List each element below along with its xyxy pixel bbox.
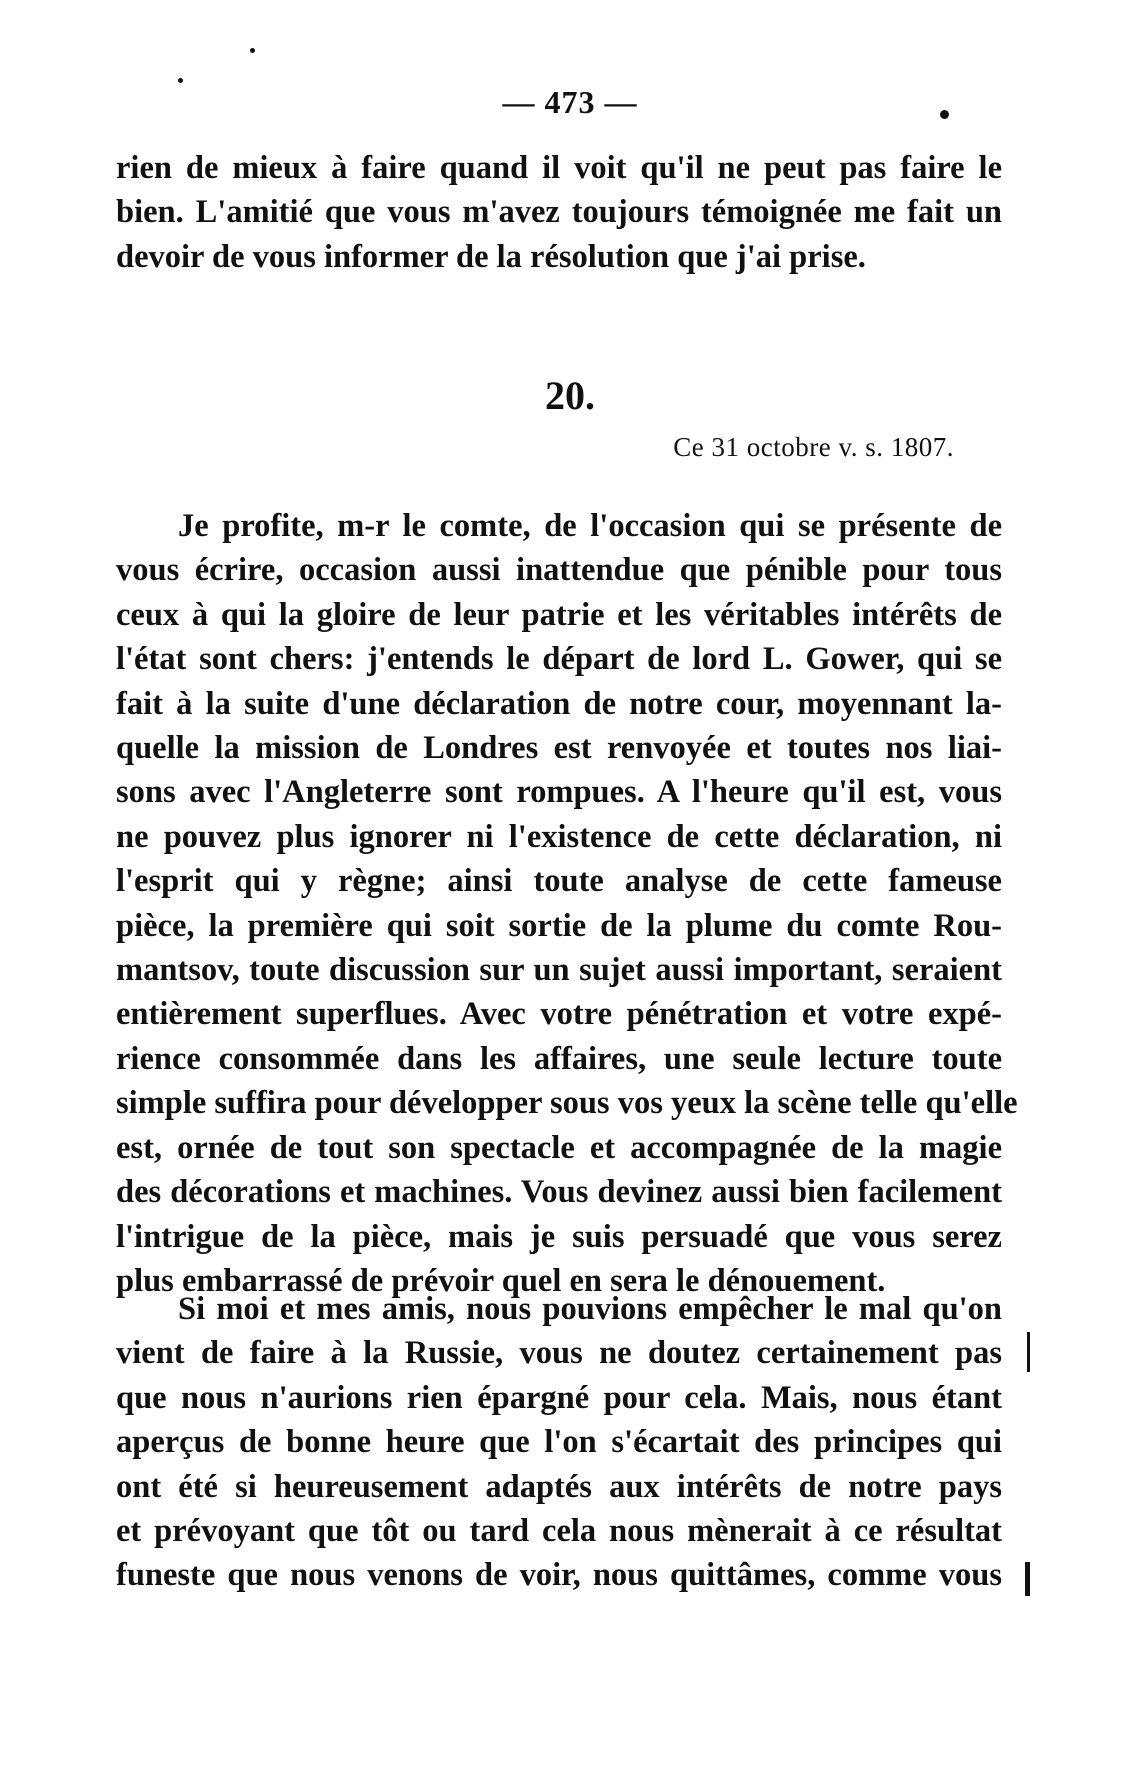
text-line: ceux à qui la gloire de leur patrie et les véritables intérêts de — [116, 596, 1002, 633]
text-line: vous écrire, occasion aussi inattendue que pénible pour tous — [116, 552, 1002, 589]
ink-speck — [178, 78, 183, 83]
text-line: ont été si heureusement adaptés aux intérêts de notre pays — [116, 1468, 1002, 1505]
letter-dateline: Ce 31 octobre v. s. 1807. — [673, 432, 954, 462]
text-line: aperçus de bonne heure que l'on s'écartait des principes qui — [116, 1424, 1002, 1461]
text-line: est, ornée de tout son spectacle et accompagnée de la magie — [116, 1129, 1002, 1166]
text-line: plus embarrassé de prévoir quel en sera le dénouement. — [116, 1262, 886, 1299]
text-line: Si moi et mes amis, nous pouvions empêcher le mal qu'on — [178, 1291, 1002, 1327]
margin-mark — [1025, 1562, 1030, 1596]
text-line: mantsov, toute discussion sur un sujet aussi important, seraient — [116, 952, 1002, 989]
margin-mark — [1027, 1332, 1030, 1372]
intro-paragraph — [116, 146, 1002, 279]
text-line: pièce, la première qui soit sortie de la plume du comte Rou- — [116, 907, 1002, 944]
text-line: des décorations et machines. Vous devinez aussi bien facilement — [116, 1174, 1002, 1211]
text-line: quelle la mission de Londres est renvoyée et toutes nos liai- — [116, 730, 1002, 767]
letter-number: 20. — [545, 373, 595, 418]
text-line: ne pouvez plus ignorer ni l'existence de cette déclaration, ni — [116, 818, 1002, 855]
text-line: l'esprit qui y règne; ainsi toute analyse de cette fameuse — [116, 863, 1002, 900]
text-line: entièrement superflues. Avec votre pénétration et votre expé- — [116, 996, 1002, 1033]
letter-paragraph-2 — [116, 1287, 1002, 1598]
letter-paragraph-1 — [116, 504, 1018, 1303]
text-line: fait à la suite d'une déclaration de notre cour, moyennant la- — [116, 685, 1002, 722]
text-line: sons avec l'Angleterre sont rompues. A l'heure qu'il est, vous — [116, 774, 1002, 811]
text-line: et prévoyant que tôt ou tard cela nous mènerait à ce résultat — [116, 1513, 1002, 1550]
text-line: simple suffira pour développer sous vos yeux la scène telle qu'elle — [116, 1085, 1018, 1122]
text-line: Je profite, m-r le comte, de l'occasion qui se présente de — [178, 508, 1002, 544]
page-number: — 473 — — [502, 84, 638, 120]
text-line: vient de faire à la Russie, vous ne doutez certainement pas — [116, 1335, 1002, 1372]
text-line: que nous n'aurions rien épargné pour cela. Mais, nous étant — [116, 1379, 1002, 1416]
text-line: funeste que nous venons de voir, nous quittâmes, comme vous — [116, 1557, 1002, 1594]
text-line: l'intrigue de la pièce, mais je suis persuadé que vous serez — [116, 1218, 1002, 1255]
text-line: rien de mieux à faire quand il voit qu'il ne peut pas faire le — [116, 150, 1002, 186]
text-line: devoir de vous informer de la résolution que j'ai prise. — [116, 238, 866, 275]
text-line: bien. L'amitié que vous m'avez toujours témoignée me fait un — [116, 194, 1002, 231]
ink-speck — [250, 48, 255, 53]
text-line: l'état sont chers: j'entends le départ de lord L. Gower, qui se — [116, 641, 1002, 678]
text-line: rience consommée dans les affaires, une seule lecture toute — [116, 1040, 1002, 1077]
